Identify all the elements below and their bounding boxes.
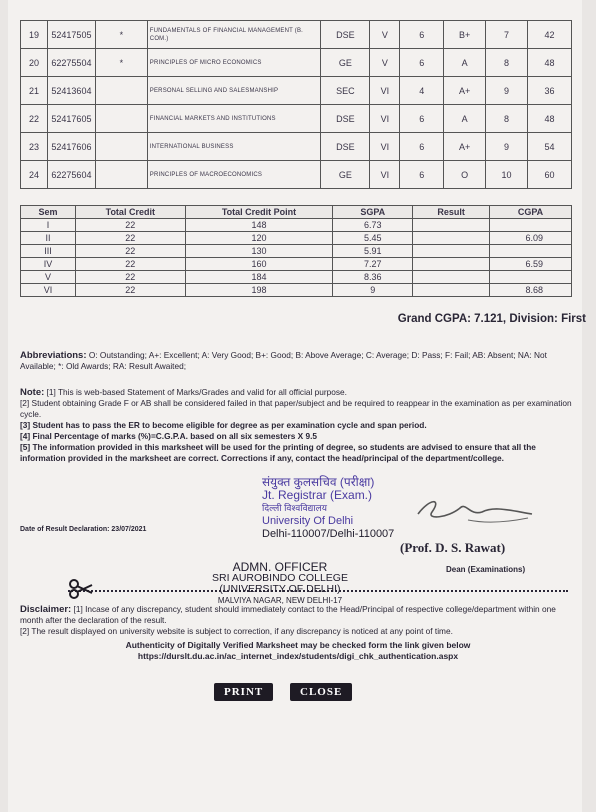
- dean-designation: Dean (Examinations): [446, 565, 526, 574]
- subject-code: 52417606: [47, 133, 95, 161]
- signature: [408, 496, 538, 530]
- subject-name: PRINCIPLES OF MACROECONOMICS: [147, 161, 321, 189]
- semester-sem: III: [21, 245, 76, 258]
- semester-result: [413, 258, 490, 271]
- subject-cp: 54: [528, 133, 572, 161]
- subject-gp: 9: [486, 133, 528, 161]
- header-total-credit: Total Credit: [75, 206, 185, 219]
- subject-type: GE: [321, 49, 370, 77]
- stamp-hindi-title: संयुक्त कुलसचिव (परीक्षा): [262, 475, 375, 489]
- subject-sem: VI: [370, 133, 400, 161]
- semester-result: [413, 284, 490, 297]
- scissors-icon: [68, 578, 94, 600]
- semester-tc: 22: [75, 271, 185, 284]
- disclaimer-label: Disclaimer:: [20, 604, 72, 615]
- subject-grade: A+: [444, 77, 486, 105]
- semester-result: [413, 245, 490, 258]
- subject-row: [21, 21, 572, 49]
- subject-grade: A: [444, 105, 486, 133]
- subject-cp: 36: [528, 77, 572, 105]
- result-declaration-date: Date of Result Declaration: 23/07/2021: [20, 526, 147, 533]
- disclaimer-2: [2] The result displayed on university website is subject to correction, if any discrepancy is noticed at any point of time.: [20, 626, 453, 636]
- subject-type: DSE: [321, 105, 370, 133]
- subject-code: 62275504: [47, 49, 95, 77]
- officer-title: ADMN. OFFICER: [232, 560, 328, 574]
- subject-name: INTERNATIONAL BUSINESS: [147, 133, 321, 161]
- subject-sem: V: [370, 21, 400, 49]
- semester-tcp: 184: [185, 271, 333, 284]
- header-cgpa: CGPA: [490, 206, 572, 219]
- subject-sno: 21: [21, 77, 48, 105]
- semester-sem: VI: [21, 284, 76, 297]
- note-4: [4] Final Percentage of marks (%)=C.G.P.A. based on all six semesters X 9.5: [20, 431, 318, 441]
- subject-row: [21, 77, 572, 105]
- semester-sgpa: 9: [333, 284, 413, 297]
- subject-type: GE: [321, 161, 370, 189]
- authenticity-text: Authenticity of Digitally Verified Marksheet may be checked form the link given below: [125, 640, 471, 650]
- authenticity-note: [20, 640, 576, 662]
- subject-sno: 19: [21, 21, 48, 49]
- subject-gp: 10: [486, 161, 528, 189]
- subject-name: PERSONAL SELLING AND SALESMANSHIP: [147, 77, 321, 105]
- abbreviations-label: Abbreviations:: [20, 350, 87, 361]
- subject-row: [21, 161, 572, 189]
- subject-grade: O: [444, 161, 486, 189]
- semester-sgpa: 5.45: [333, 232, 413, 245]
- semester-tc: 22: [75, 258, 185, 271]
- subject-grade: A: [444, 49, 486, 77]
- subject-code: 52417505: [47, 21, 95, 49]
- semester-cgpa: [490, 219, 572, 232]
- subject-sno: 23: [21, 133, 48, 161]
- subject-cp: 48: [528, 105, 572, 133]
- semester-sem: V: [21, 271, 76, 284]
- registrar-stamp: [262, 476, 394, 541]
- subject-sem: VI: [370, 77, 400, 105]
- subject-credit: 6: [400, 21, 444, 49]
- semester-tc: 22: [75, 219, 185, 232]
- subject-mark: [95, 105, 147, 133]
- subject-type: DSE: [321, 21, 370, 49]
- semester-row: [21, 271, 572, 284]
- subject-cp: 48: [528, 49, 572, 77]
- semester-summary-table: [20, 205, 572, 297]
- subject-name: FUNDAMENTALS OF FINANCIAL MANAGEMENT (B. COM.): [147, 21, 321, 49]
- semester-tcp: 160: [185, 258, 333, 271]
- subject-code: 62275604: [47, 161, 95, 189]
- semester-row: [21, 258, 572, 271]
- semester-sgpa: 8.36: [333, 271, 413, 284]
- subject-mark: *: [95, 49, 147, 77]
- subject-name: FINANCIAL MARKETS AND INSTITUTIONS: [147, 105, 321, 133]
- subject-gp: 8: [486, 105, 528, 133]
- semester-row: [21, 245, 572, 258]
- print-button[interactable]: PRINT: [214, 683, 273, 701]
- subject-code: 52413604: [47, 77, 95, 105]
- semester-tc: 22: [75, 232, 185, 245]
- semester-sem: IV: [21, 258, 76, 271]
- semester-result: [413, 232, 490, 245]
- subject-sem: VI: [370, 161, 400, 189]
- abbreviations: [20, 350, 576, 372]
- note-3: [3] Student has to pass the ER to become eligible for degree as per examination cycle and span period.: [20, 420, 427, 430]
- semester-cgpa: 6.59: [490, 258, 572, 271]
- subject-credit: 6: [400, 49, 444, 77]
- subject-gp: 9: [486, 77, 528, 105]
- subject-gp: 7: [486, 21, 528, 49]
- disclaimer-1: [1] Incase of any discrepancy, student should immediately contact to the Head/Principal of respective college/department within one month after the declaration of the result.: [20, 604, 556, 625]
- officer-address: MALVIYA NAGAR, NEW DELHI-17: [217, 596, 343, 605]
- subject-credit: 6: [400, 133, 444, 161]
- note-2: [2] Student obtaining Grade F or AB shall be considered failed in that paper/subject and be required to reappear in the examination as per examination cycle.: [20, 398, 572, 419]
- subject-row: [21, 49, 572, 77]
- semester-sem: I: [21, 219, 76, 232]
- subject-type: SEC: [321, 77, 370, 105]
- subject-credit: 6: [400, 161, 444, 189]
- header-sgpa: SGPA: [333, 206, 413, 219]
- subject-cp: 42: [528, 21, 572, 49]
- note-label: Note:: [20, 387, 45, 398]
- semester-cgpa: 6.09: [490, 232, 572, 245]
- subject-credit: 6: [400, 105, 444, 133]
- subject-row: [21, 133, 572, 161]
- header-total-credit-point: Total Credit Point: [185, 206, 333, 219]
- subject-type: DSE: [321, 133, 370, 161]
- subject-cp: 60: [528, 161, 572, 189]
- semester-row: [21, 284, 572, 297]
- semester-sgpa: 7.27: [333, 258, 413, 271]
- close-button[interactable]: CLOSE: [290, 683, 352, 701]
- subject-grade: A+: [444, 133, 486, 161]
- semester-tcp: 198: [185, 284, 333, 297]
- note-1: [1] This is web-based Statement of Marks/Grades and valid for all official purpose.: [46, 387, 347, 397]
- stamp-university: University Of Delhi: [262, 515, 354, 527]
- subject-row: [21, 105, 572, 133]
- cut-line: [68, 590, 568, 592]
- subject-sem: VI: [370, 105, 400, 133]
- subject-gp: 8: [486, 49, 528, 77]
- semester-cgpa: 8.68: [490, 284, 572, 297]
- subject-mark: [95, 161, 147, 189]
- subject-sno: 22: [21, 105, 48, 133]
- college-officer-stamp: [212, 562, 348, 606]
- subject-code: 52417605: [47, 105, 95, 133]
- semester-cgpa: [490, 245, 572, 258]
- semester-sem: II: [21, 232, 76, 245]
- notes: [20, 387, 576, 464]
- subjects-table: [20, 20, 572, 189]
- semester-result: [413, 271, 490, 284]
- semester-tcp: 130: [185, 245, 333, 258]
- semester-tc: 22: [75, 245, 185, 258]
- subject-credit: 4: [400, 77, 444, 105]
- semester-cgpa: [490, 271, 572, 284]
- stamp-city: Delhi-110007/Delhi-110007: [262, 528, 395, 540]
- header-result: Result: [413, 206, 490, 219]
- subject-mark: [95, 77, 147, 105]
- dean-name: (Prof. D. S. Rawat): [400, 540, 506, 555]
- semester-tc: 22: [75, 284, 185, 297]
- authenticity-link[interactable]: https://durslt.du.ac.in/ac_internet_index/students/digi_chk_authentication.aspx: [137, 651, 459, 661]
- semester-tcp: 120: [185, 232, 333, 245]
- subject-mark: [95, 133, 147, 161]
- subject-mark: *: [95, 21, 147, 49]
- semester-result: [413, 219, 490, 232]
- subject-sno: 20: [21, 49, 48, 77]
- officer-university: (UNIVERSITY OF DELHI): [219, 583, 341, 595]
- semester-row: [21, 219, 572, 232]
- stamp-hindi-university: दिल्ली विश्वविद्यालय: [262, 503, 327, 513]
- semester-sgpa: 5.91: [333, 245, 413, 258]
- disclaimer: [20, 604, 576, 637]
- officer-college: SRI AUROBINDO COLLEGE: [212, 572, 348, 584]
- subject-name: PRINCIPLES OF MICRO ECONOMICS: [147, 49, 321, 77]
- subject-sem: V: [370, 49, 400, 77]
- abbreviations-text: O: Outstanding; A+: Excellent; A: Very Good; B+: Good; B: Above Average; C: Average; D: Pass; F: Fail; AB: Absent; NA: Not Available; *: Old Awards; RA: Result Awaited;: [20, 350, 547, 371]
- semester-sgpa: 6.73: [333, 219, 413, 232]
- grand-cgpa: Grand CGPA: 7.121, Division: First: [397, 313, 586, 325]
- semester-tcp: 148: [185, 219, 333, 232]
- stamp-title: Jt. Registrar (Exam.): [262, 488, 373, 502]
- subject-grade: B+: [444, 21, 486, 49]
- semester-row: [21, 232, 572, 245]
- header-sem: Sem: [21, 206, 76, 219]
- note-5: [5] The information provided in this marksheet will be used for the printing of degree, so students are advised to ensure that all the information provided in the marksheet are correct. Corrections if any, contact the head/principal of the department/college.: [20, 442, 536, 463]
- subject-sno: 24: [21, 161, 48, 189]
